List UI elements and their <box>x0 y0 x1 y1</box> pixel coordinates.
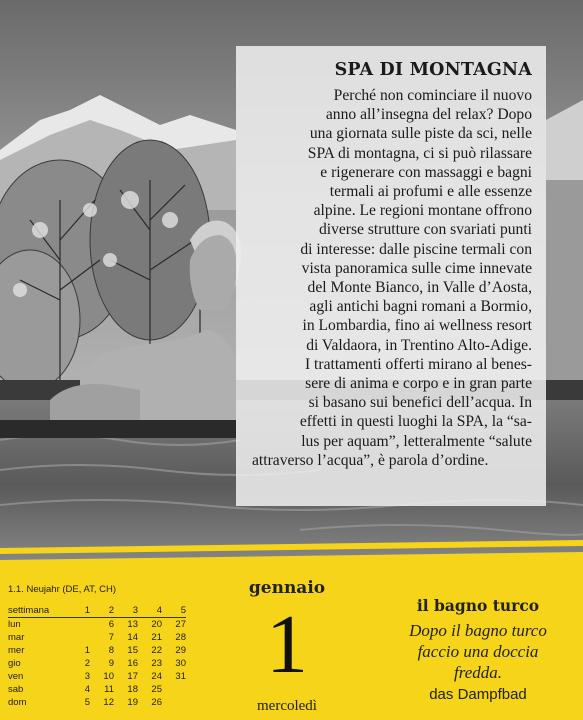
article-line: si basano sui benefici dell’acqua. In <box>308 394 532 412</box>
weekday-label: ven <box>8 671 24 682</box>
day-cell: 22 <box>151 645 162 656</box>
weekday-name: mercoledì <box>257 698 317 714</box>
day-cell: 19 <box>127 697 138 708</box>
weekday-label: mer <box>8 645 25 656</box>
weekday-label: gio <box>8 658 21 669</box>
article-line: termali ai profumi e alle essenze <box>329 183 532 201</box>
day-cell <box>66 631 90 644</box>
holiday-note: 1.1. Neujahr (DE, AT, CH) <box>8 584 117 595</box>
day-cell: 6 <box>108 619 114 630</box>
day-cell: 11 <box>104 684 114 695</box>
mini-calendar-row <box>8 683 186 696</box>
day-cell: 26 <box>151 697 162 708</box>
day-cell: 1 <box>84 645 90 656</box>
article-line: vista panoramica sulle cime innevate <box>301 259 532 277</box>
week-header-label: settimana <box>8 604 66 618</box>
week-number: 2 <box>90 604 114 618</box>
week-number: 5 <box>162 604 186 618</box>
article-body <box>252 86 532 470</box>
day-cell: 9 <box>108 658 114 669</box>
mini-calendar-row <box>8 657 186 670</box>
day-cell: 31 <box>175 671 186 682</box>
day-cell: 17 <box>127 671 138 682</box>
day-cell: 3 <box>84 671 90 682</box>
article-line: in Lombardia, fino ai wellness resort <box>302 317 532 335</box>
week-number: 1 <box>66 604 90 618</box>
day-cell: 15 <box>127 645 138 656</box>
day-cell: 29 <box>175 645 186 656</box>
article-line: e rigenerare con massaggi e bagni <box>320 163 532 181</box>
day-cell: 7 <box>108 632 114 643</box>
day-cell: 10 <box>103 671 114 682</box>
day-cell: 4 <box>84 684 90 695</box>
mini-calendar-row <box>8 631 186 644</box>
weekday-label: dom <box>8 697 27 708</box>
week-number: 4 <box>138 604 162 618</box>
phrase-italian <box>380 620 576 683</box>
article-line: I trattamenti offerti mirano al benes- <box>304 355 532 373</box>
day-cell: 25 <box>151 684 162 695</box>
mini-calendar-row <box>8 696 186 709</box>
mini-calendar <box>8 604 186 709</box>
article-line: sere di anima e corpo e in gran parte <box>305 375 532 393</box>
article-line: del Monte Bianco, in Valle d’Aosta, <box>307 279 532 297</box>
mini-calendar-row <box>8 618 186 632</box>
week-number: 3 <box>114 604 138 618</box>
day-cell: 28 <box>175 632 186 643</box>
weekday-label: lun <box>8 619 21 630</box>
day-cell: 18 <box>127 684 138 695</box>
weekday-label: sab <box>8 684 24 695</box>
day-cell <box>162 683 186 696</box>
article-title: SPA DI MONTAGNA <box>334 60 532 80</box>
mini-calendar-header <box>8 604 186 618</box>
article-line: di interesse: dalle piscine termali con <box>300 240 532 258</box>
day-cell: 13 <box>127 619 138 630</box>
day-cell: 14 <box>127 632 138 643</box>
phrase-line: Dopo il bagno turco <box>409 621 547 640</box>
phrase-german: das Dampfbad <box>429 686 527 703</box>
article-line: diverse strutture con svariati punti <box>318 221 532 239</box>
day-cell: 24 <box>151 671 162 682</box>
calendar-strip <box>0 570 583 720</box>
day-cell: 8 <box>108 645 114 656</box>
phrase-title: il bagno turco <box>416 596 540 615</box>
article-panel <box>236 46 546 506</box>
month-name: gennaio <box>248 578 326 598</box>
article-line: lus per aquam”, letteralmente “salute <box>301 432 532 450</box>
day-cell <box>162 696 186 709</box>
phrase-line: fredda. <box>453 663 502 682</box>
day-cell <box>66 618 90 632</box>
day-cell: 23 <box>151 658 162 669</box>
article-line: di Valdaora, in Trentino Alto-Adige. <box>306 336 532 354</box>
day-cell: 20 <box>151 619 162 630</box>
article-line: anno all’insegna del relax? Dopo <box>325 106 532 124</box>
weekday-label: mar <box>8 632 25 643</box>
article-line: effetti in questi luoghi la SPA, la “sa- <box>299 413 532 431</box>
article-line: SPA di montagna, ci si può rilassare <box>307 144 532 162</box>
article-line: agli antichi bagni romani a Bormio, <box>309 298 532 316</box>
article-line: Perché non cominciare il nuovo <box>333 87 532 104</box>
day-cell: 12 <box>103 697 114 708</box>
phrase-line: faccio una doccia <box>417 642 539 661</box>
article-line: una giornata sulle piste da sci, nelle <box>309 125 532 143</box>
day-cell: 30 <box>175 658 186 669</box>
mini-calendar-row <box>8 644 186 657</box>
mini-calendar-row <box>8 670 186 683</box>
day-cell: 16 <box>127 658 138 669</box>
day-cell: 2 <box>84 658 90 669</box>
day-cell: 21 <box>151 632 162 643</box>
day-number: 1 <box>266 598 308 691</box>
day-cell: 27 <box>175 619 186 630</box>
article-line: attraverso l’acqua”, è parola d’ordine. <box>252 451 489 469</box>
article-line: alpine. Le regioni montane offrono <box>313 202 532 220</box>
day-cell: 5 <box>84 697 90 708</box>
